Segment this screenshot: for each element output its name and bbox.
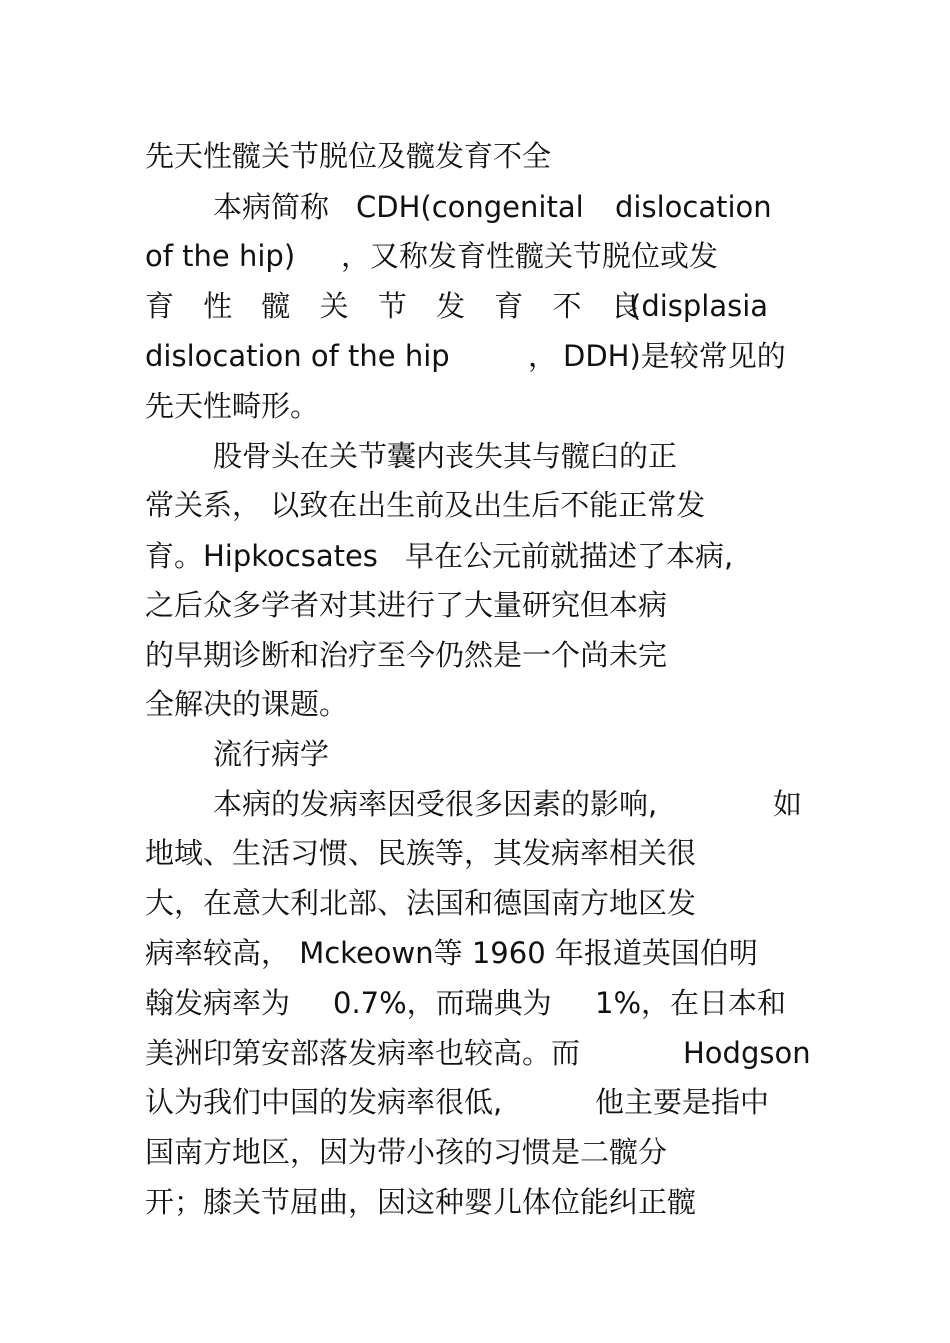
p3-text: 如 [773,787,803,821]
p3-text: 美洲印第安部落发病率也较高。而 [145,1036,581,1070]
paragraph-1-line-5: 先天性畸形。 [145,389,320,423]
p3-text: 1%，在日本和 [595,986,787,1020]
paragraph-3-line-1 [213,784,808,824]
document-title: 先天性髋关节脱位及髋发育不全 [145,139,552,173]
p1-text: 育 性 髋 关 节 发 育 不 良 [145,289,650,323]
p3-text: 认为我们中国的发病率很低, [145,1085,503,1119]
paragraph-1-line-2 [145,236,765,276]
paragraph-1-line-4 [145,336,805,376]
paragraph-1-line-1 [213,187,773,227]
paragraph-3-line-7 [145,1082,795,1122]
p1-text: (displasia [630,289,769,323]
paragraph-2-line-2: 常关系， 以致在出生前及出生后不能正常发 [145,488,706,522]
p3-text: 0.7%，而瑞典为 [333,986,552,1020]
paragraph-1-line-3 [145,286,775,326]
p1-text: DDH)是较常见的 [563,339,786,373]
p1-text: dislocation of the hip [145,339,450,373]
p2-text: 早在公元前就描述了本病, [405,539,734,573]
p1-text: CDH(congenital [356,190,584,224]
p1-text: 本病简称 [213,190,330,224]
p1-text: of the hip) [145,239,296,273]
paragraph-3-line-9: 开；膝关节屈曲，因这种婴儿体位能纠正髋 [145,1185,697,1219]
p1-text: dislocation [615,190,772,224]
p1-text: ，又称发育性髋关节脱位或发 [341,239,719,273]
p2-text: 育。Hipkocsates [145,539,378,573]
section-heading: 流行病学 [213,737,330,771]
paragraph-3-line-6 [145,1033,815,1073]
paragraph-2-line-1: 股骨头在关节囊内丧失其与髋臼的正 [213,439,678,473]
p3-text: 他主要是指中 [595,1085,770,1119]
paragraph-3-line-8: 国南方地区，因为带小孩的习惯是二髋分 [145,1135,668,1169]
p3-text: 翰发病率为 [145,986,291,1020]
paragraph-3-line-5 [145,983,795,1023]
paragraph-2-line-3 [145,536,775,576]
paragraph-2-line-4: 之后众多学者对其进行了大量研究但本病 [145,588,668,622]
p3-text: Hodgson [683,1036,811,1070]
paragraph-3-line-3: 大，在意大利北部、法国和德国南方地区发 [145,886,697,920]
paragraph-2-line-5: 的早期诊断和治疗至今仍然是一个尚未完 [145,638,668,672]
p1-text: ， [528,339,558,373]
p3-text: 本病的发病率因受很多因素的影响, [213,787,658,821]
paragraph-3-line-4: 病率较高， Mckeown等 1960 年报道英国伯明 [145,936,758,970]
paragraph-3-line-2: 地域、生活习惯、民族等，其发病率相关很 [145,836,697,870]
paragraph-2-line-6: 全解决的课题。 [145,687,349,721]
